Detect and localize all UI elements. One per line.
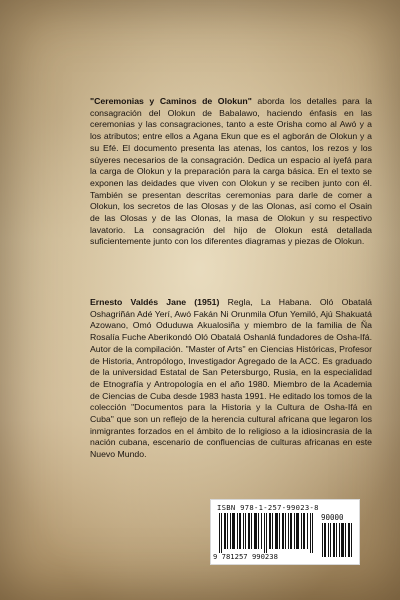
ean-digits: 9 781257 990238 <box>213 552 278 561</box>
price-addon-digits: 90000 <box>321 513 344 522</box>
author-name: Ernesto Valdés Jane (1951) <box>90 297 220 307</box>
synopsis-text: aborda los detalles para la consagración del Olokun de Babalawo, haciendo énfasis en las ceremonias y las consagraciones, tanto a este Orisha como al Awó y a los atributos; entre ellos a Agana Ekun que es el agborán de Olokun y a su Efé. El documento presenta las atenas, los cantos, los rezos y los súyeres necesarios de la consagración. Dedica un espacio al iyefá para la carga de Olokun y la preparación para la carga básica. En el texto se exponen las deidades que viven con Olokun y se reciben junto con él. También se presentan descritas ceremonias para darle de comer a Olokun, los secretos de las Olosas y de las Olonas, así como el Osain de las Olosas y de las Olonas, la masa de Olokun y su respectivo lavatorio. La consagración del hijo de Olokun está detallada suficientemente junto con los diferentes diagramas y piezas de Olokun. <box>90 96 372 247</box>
synopsis-paragraph <box>90 96 372 248</box>
isbn-label: ISBN 978-1-257-99023-8 <box>217 503 319 512</box>
author-bio-text: Regla, La Habana. Oló Obatalá Oshagriñán Adé Yerí, Awó Fakán Ni Orunmila Ofun Yemiló, Ajú Shakuatá Azowano, Omó Oduduwa Akualosiña y miembro de la familia de Ña Rosalía Fuche Aberikondó Oló Obatalá Oshanlá fundadores de Osha-Ifá. Autor de la compilación. "Master of Arts" en Ciencias Históricas, Profesor de Historia, Antropólogo, Investigador Agregado de la ACC. Es graduado de la universidad Estatal de San Petersburgo, Rusia, en la especialidad de Etnografía y Antropología en el año 1980. Miembro de la Academia de Ciencias de Cuba desde 1983 hasta 1991. He editado los tomos de la colección "Documentos para la Historia y la Cultura de Osha-Ifá en Cuba" que son un reflejo de la herencia cultural africana que legaron los inmigrantes forzados en el ámbito de lo religioso a la idiosincrasia de la nación cubana, escenario de confluencias de culturas africanas en este Nuevo Mundo. <box>90 297 372 460</box>
author-bio-paragraph <box>90 297 372 461</box>
isbn-barcode <box>210 499 360 565</box>
addon-barcode-bars <box>321 523 355 557</box>
book-title: "Ceremonias y Caminos de Olokun" <box>90 96 252 106</box>
ean-barcode-bars <box>217 513 317 553</box>
